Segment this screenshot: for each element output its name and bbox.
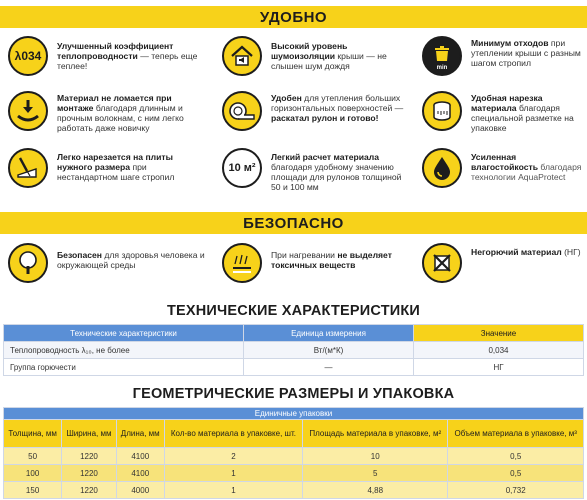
- geom-cell: 4100: [116, 465, 164, 482]
- geom-cell: 0,732: [448, 482, 584, 499]
- geom-header-cell: Ширина, мм: [62, 420, 117, 448]
- trash-min-icon: [422, 36, 462, 76]
- tech-header-value: Значение: [414, 325, 584, 342]
- knife-cut-icon: [8, 148, 48, 188]
- geom-cell: 1: [164, 465, 302, 482]
- feature-no-break-bold: Материал не ломается при монтаже: [57, 93, 172, 113]
- tech-title: ТЕХНИЧЕСКИЕ ХАРАКТЕРИСТИКИ: [166, 303, 421, 319]
- feature-cutting-bold: Удобная нарезка материала: [471, 93, 543, 113]
- feature-waste-bold: Минимум отходов: [471, 38, 549, 48]
- feature-moisture-bold: Усиленная влагостойкость: [471, 152, 539, 172]
- feature-noise: [222, 36, 407, 76]
- area-icon-label: 10 м²: [228, 162, 256, 174]
- no-fire-icon: [422, 243, 462, 283]
- geom-cell: 150: [4, 482, 62, 499]
- feature-conductivity-rest: — теперь еще теплее!: [57, 51, 198, 71]
- feature-noise-bold: Высокий уровень шумоизоляции: [271, 41, 348, 61]
- feature-non-toxic-pre: При нагревании: [271, 250, 338, 260]
- geom-cell: 1220: [62, 448, 117, 465]
- geom-cell: 0,5: [448, 448, 584, 465]
- feature-easy-cut-rest: при нестандартном шаге стропил: [57, 162, 175, 182]
- geom-header-cell: Толщина, мм: [4, 420, 62, 448]
- geom-cell: 0,5: [448, 465, 584, 482]
- feature-eco-rest: для здоровья человека и окружающей среды: [57, 250, 205, 270]
- tech-cell: —: [244, 359, 414, 376]
- table-row: [4, 359, 584, 376]
- feature-non-toxic: [222, 243, 412, 283]
- geom-cell: 1: [164, 482, 302, 499]
- tech-cell: Группа горючести: [4, 359, 244, 376]
- house-noise-icon: [222, 36, 262, 76]
- geom-table-header: [4, 420, 584, 448]
- heat-icon: [222, 243, 262, 283]
- feature-moisture-rest: благодаря технологии AquaProtect: [471, 162, 582, 182]
- tech-cell: 0,034: [414, 342, 584, 359]
- geom-table-group-header: [4, 408, 584, 420]
- tech-cell: Теплопроводность λ₁₀, не более: [4, 342, 244, 359]
- feature-roll-mid: для утепления больших горизонтальных поверхностей —: [271, 93, 404, 113]
- feature-roll: [222, 91, 412, 131]
- roll-icon: [222, 91, 262, 131]
- tech-cell: Вт/(м*К): [244, 342, 414, 359]
- section-banner-bezopasno: [0, 212, 587, 234]
- feature-cutting: [422, 91, 584, 133]
- lambda-icon-label: λ034: [14, 49, 42, 63]
- geom-header-cell: Объем материала в упаковке, м³: [448, 420, 584, 448]
- geom-cell: 5: [303, 465, 448, 482]
- feature-easy-cut-bold: Легко нарезается на плиты нужного размера: [57, 152, 173, 172]
- tech-table: [3, 324, 584, 376]
- tech-cell: НГ: [414, 359, 584, 376]
- table-row: [4, 342, 584, 359]
- feature-moisture: [422, 148, 584, 188]
- feature-cutting-rest: благодаря специальной разметке на упаковке: [471, 103, 574, 133]
- geom-cell: 1220: [62, 482, 117, 499]
- geom-group-header: Единичные упаковки: [4, 408, 584, 420]
- section-title-bezopasno: БЕЗОПАСНО: [243, 214, 344, 232]
- feature-area: [222, 148, 412, 192]
- geom-cell: 100: [4, 465, 62, 482]
- feature-area-rest: благодаря удобному значению площади для рулонов толщиной 50 и 100 мм: [271, 162, 402, 192]
- feature-conductivity: [8, 36, 198, 76]
- section-title-udobno: УДОБНО: [259, 8, 328, 26]
- geom-cell: 4,88: [303, 482, 448, 499]
- geom-header-cell: Площадь материала в упаковке, м²: [303, 420, 448, 448]
- table-row: [4, 448, 584, 465]
- arrow-fiber-icon: [8, 91, 48, 131]
- feature-no-break: [8, 91, 208, 133]
- feature-easy-cut: [8, 148, 208, 188]
- geom-title: ГЕОМЕТРИЧЕСКИЕ РАЗМЕРЫ И УПАКОВКА: [132, 386, 455, 402]
- feature-eco: [8, 243, 208, 283]
- feature-no-break-rest: благодаря длинным и прочным волокнам, с ним легко работать даже новичку: [57, 103, 184, 133]
- feature-waste: [422, 36, 584, 76]
- table-row: [4, 482, 584, 499]
- feature-non-combustible-bold: Негорючий материал: [471, 247, 562, 257]
- geom-cell: 2: [164, 448, 302, 465]
- geom-cell: 10: [303, 448, 448, 465]
- feature-non-combustible-rest: (НГ): [561, 247, 581, 257]
- tech-header-unit: Единица измерения: [244, 325, 414, 342]
- geom-header-cell: Длина, мм: [116, 420, 164, 448]
- feature-conductivity-bold: Улучшенный коэффициент теплопроводности: [57, 41, 174, 61]
- geom-cell: 50: [4, 448, 62, 465]
- geom-cell: 1220: [62, 465, 117, 482]
- feature-noise-rest: крыши — не слышен шум дождя: [271, 51, 387, 71]
- tape-measure-icon: [422, 91, 462, 131]
- feature-roll-bold: раскатал рулон и готово!: [271, 113, 379, 123]
- water-drop-icon: [422, 148, 462, 188]
- feature-eco-bold: Безопасен: [57, 250, 102, 260]
- trash-min-icon-label: min: [436, 65, 448, 71]
- feature-waste-rest: при утеплении крыши с разным шагом стропил: [471, 38, 581, 68]
- lambda-icon: [8, 36, 48, 76]
- geom-cell: 4100: [116, 448, 164, 465]
- tech-table-header: [4, 325, 584, 342]
- tree-icon: [8, 243, 48, 283]
- area-icon: [222, 148, 262, 188]
- feature-non-combustible: [422, 243, 584, 283]
- geom-header-cell: Кол-во материала в упаковке, шт.: [164, 420, 302, 448]
- geom-cell: 4000: [116, 482, 164, 499]
- section-banner-udobno: [0, 6, 587, 28]
- feature-roll-pre: Удобен: [271, 93, 302, 103]
- feature-non-toxic-bold: не выделяет токсичных веществ: [271, 250, 392, 270]
- feature-area-bold: Легкий расчет материала: [271, 152, 380, 162]
- tech-header-param: Технические характеристики: [4, 325, 244, 342]
- geom-table: [3, 407, 584, 499]
- table-row: [4, 465, 584, 482]
